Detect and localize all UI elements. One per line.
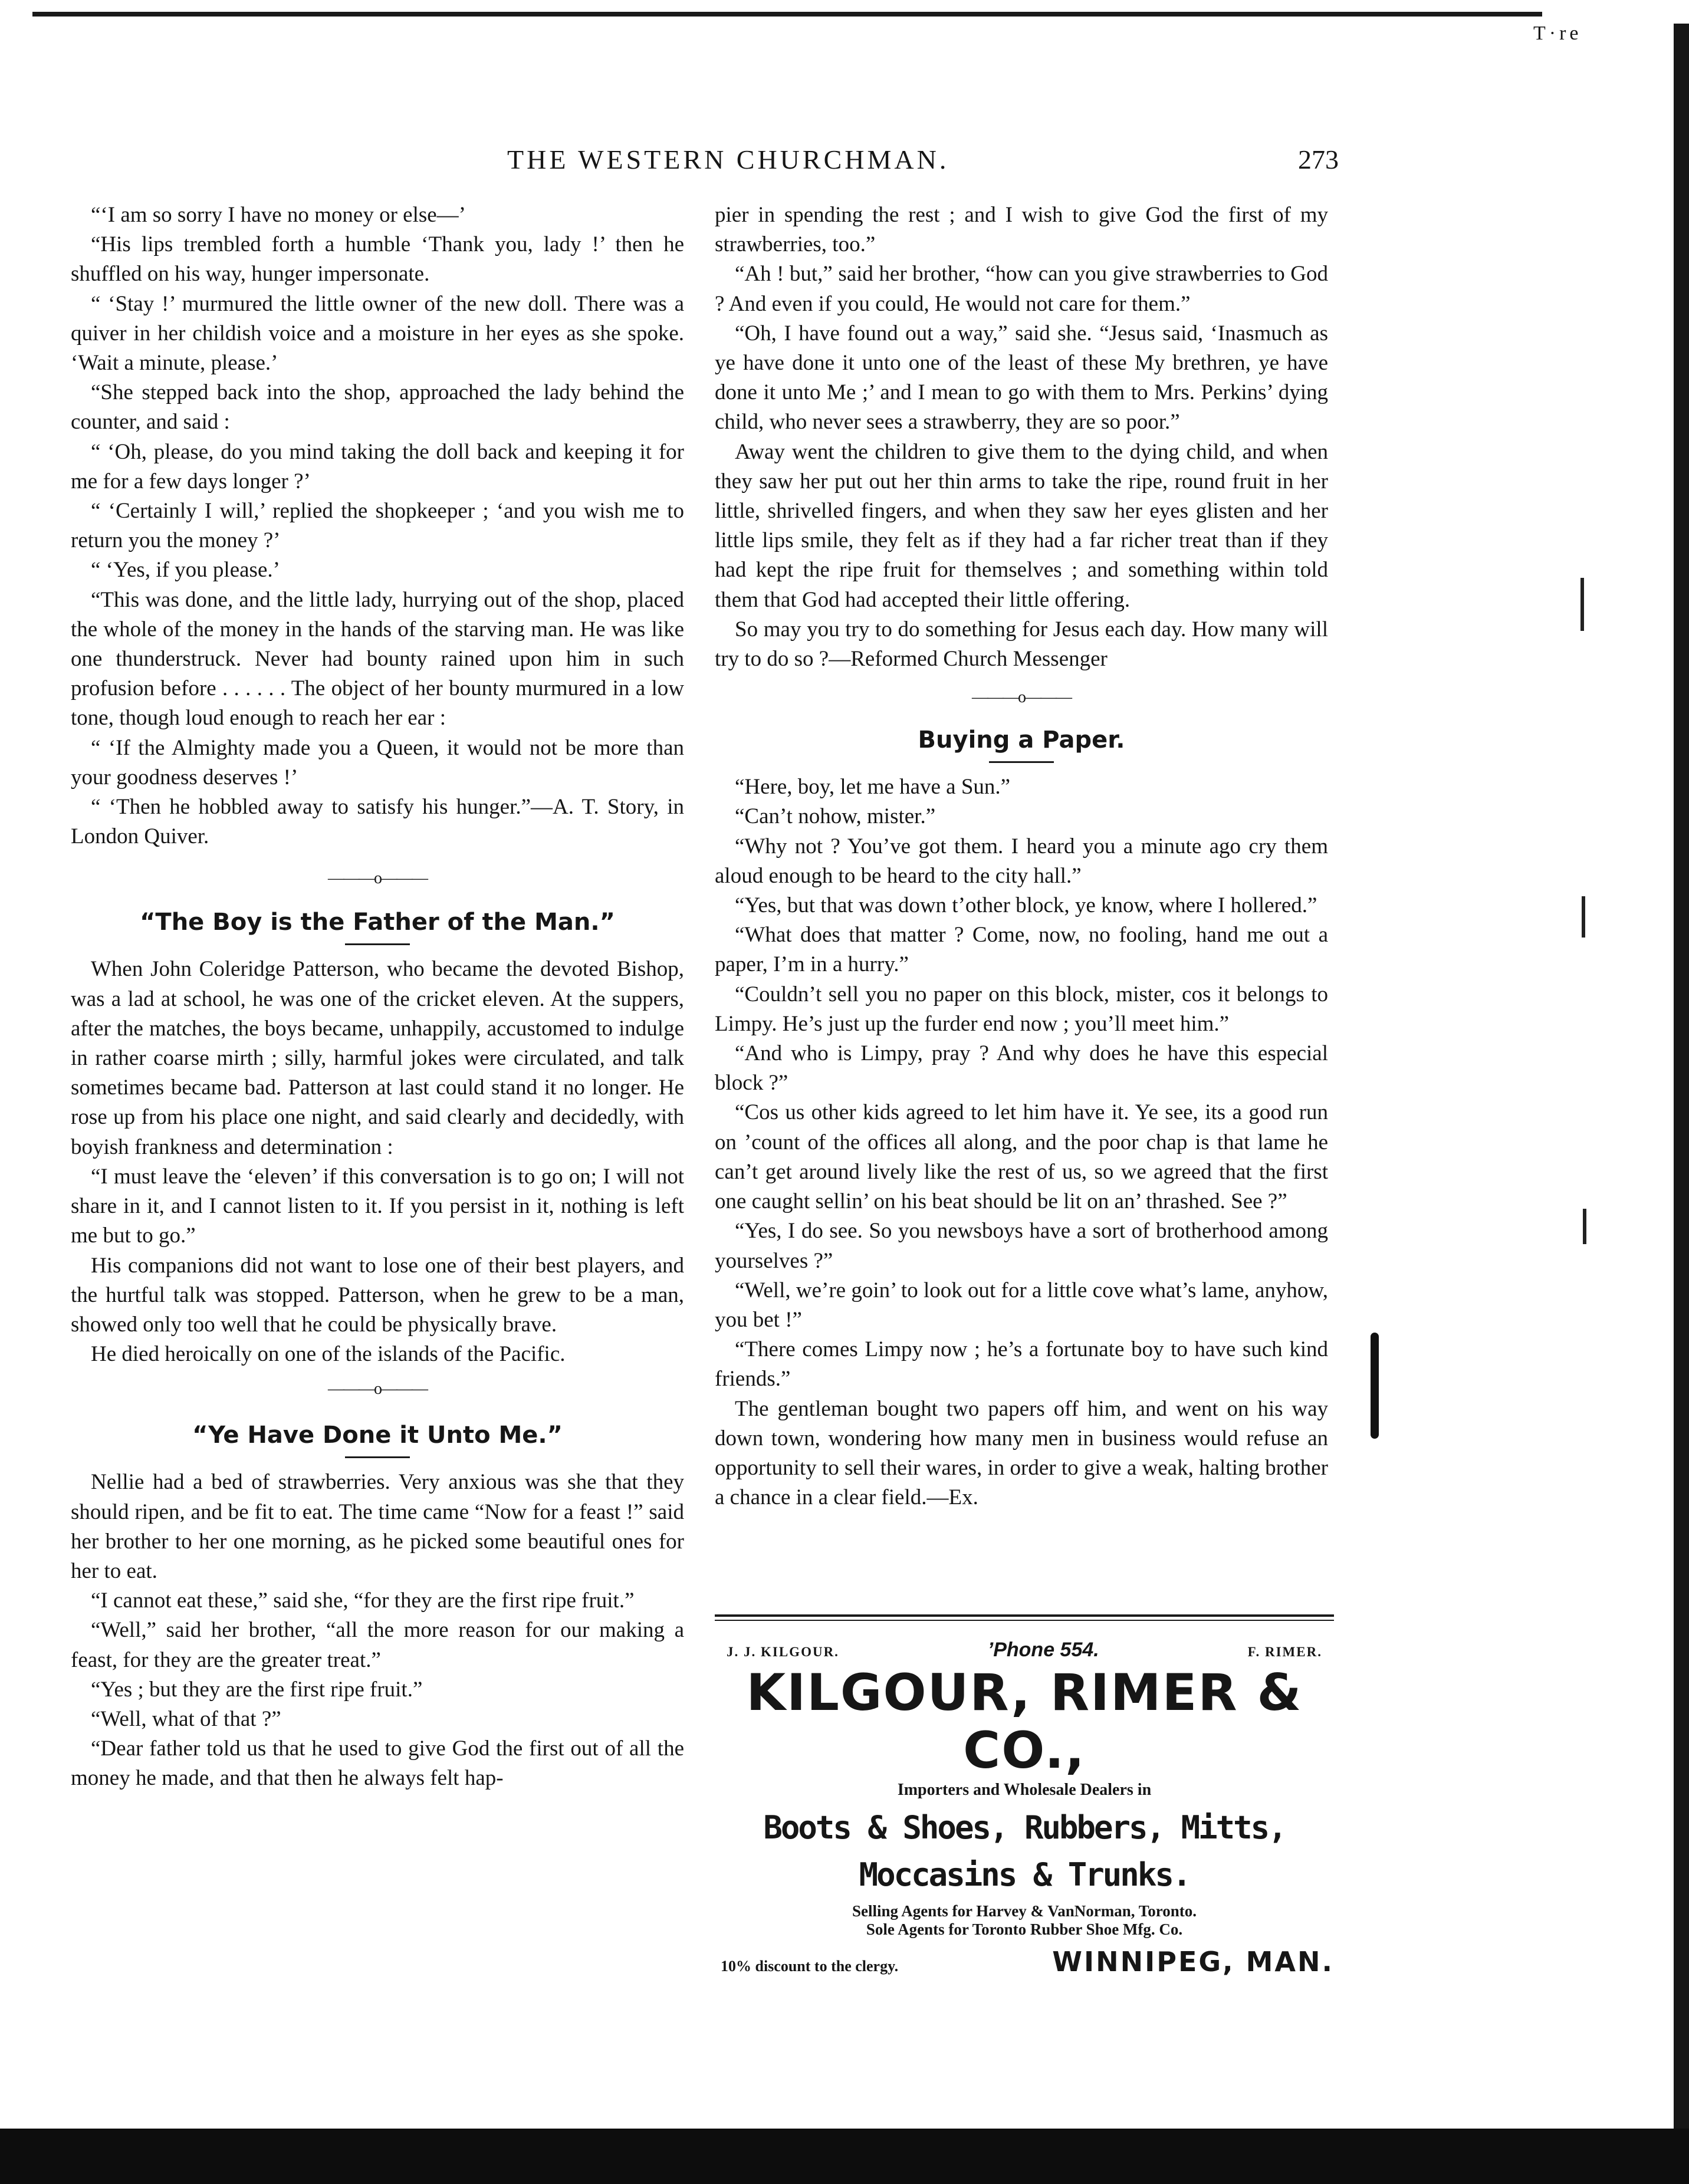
left-column [71, 200, 684, 1794]
paragraph: “ ‘Oh, please, do you mind taking the doll back and keeping it for me for a few days longer ?’ [71, 439, 684, 494]
paragraph: “Dear father told us that he used to give God the first out of all the money he made, and that then he always felt hap- [71, 1736, 684, 1791]
section-divider: ———o——— [328, 869, 427, 888]
ad-rule [715, 1620, 1334, 1621]
ad-goods: Boots & Shoes, Rubbers, Mitts, Moccasins & Trunks. [763, 1809, 1286, 1893]
ad-agent-line: Sole Agents for Toronto Rubber Shoe Mfg. Co. [866, 1920, 1183, 1938]
paragraph: “And who is Limpy, pray ? And why does he have this especial block ?” [715, 1041, 1328, 1096]
article-title: “Ye Have Done it Unto Me.” [192, 1422, 563, 1449]
ad-partner-right: F. RIMER. [1247, 1644, 1322, 1659]
paragraph: “ ‘If the Almighty made you a Queen, it would not be more than your goodness deserves !’ [71, 735, 684, 790]
scan-top-border [32, 12, 1542, 17]
paragraph: “ ‘Stay !’ murmured the little owner of the new doll. There was a quiver in her childish voice and a moisture in her eyes as she spoke. ‘Wait a minute, please.’ [71, 291, 684, 376]
running-title: THE WESTERN CHURCHMAN. [507, 144, 949, 175]
corner-mark: T·re [1533, 22, 1582, 44]
ad-bottom-line [715, 1946, 1334, 1978]
paragraph: “ ‘Then he hobbled away to satisfy his hunger.”—A. T. Story, in London Quiver. [71, 795, 684, 849]
paragraph: “This was done, and the little lady, hurrying out of the shop, placed the whole of the money in the hands of the starving man. He was like one thunderstruck. Never had bounty rained upon him in such profusion before . . . . . . The object of her bounty murmured in a low tone, though loud enough to reach her ear : [71, 587, 684, 731]
ad-phone: ’Phone 554. [987, 1639, 1099, 1661]
paragraph: “What does that matter ? Come, now, no fooling, hand me out a paper, I’m in a hurry.” [715, 923, 1328, 977]
paragraph: “ ‘Yes, if you please.’ [91, 558, 280, 583]
paragraph: “There comes Limpy now ; he’s a fortunate boy to have such kind friends.” [715, 1337, 1328, 1392]
paragraph: “Well, we’re goin’ to look out for a little cove what’s lame, anyhow, you bet !” [715, 1278, 1328, 1332]
ad-company-name: KILGOUR, RIMER & CO., [746, 1663, 1303, 1780]
paragraph: So may you try to do something for Jesus each day. How many will try to do so ?—Reformed Church Messenger [715, 617, 1328, 672]
right-column [715, 200, 1328, 1512]
section-divider: ———o——— [328, 1380, 427, 1399]
paragraph: “Yes ; but they are the first ripe fruit.” [91, 1677, 423, 1702]
paragraph: “Couldn’t sell you no paper on this block, mister, cos it belongs to Limpy. He’s just up the furder end now ; you’ll meet him.” [715, 982, 1328, 1036]
ad-rule [715, 1614, 1334, 1617]
ad-city: WINNIPEG, MAN. [1052, 1946, 1334, 1978]
scan-right-border [1674, 24, 1689, 2129]
paragraph: “Ah ! but,” said her brother, “how can you give strawberries to God ? And even if you could, He would not care for them.” [715, 262, 1328, 316]
title-underline [345, 943, 410, 945]
ad-discount: 10% discount to the clergy. [721, 1958, 899, 1975]
paragraph: “Well,” said her brother, “all the more reason for our making a feast, for they are the greater treat.” [71, 1618, 684, 1672]
paragraph: Nellie had a bed of strawberries. Very anxious was she that they should ripen, and be fit to eat. The time came “Now for a feast !” said her brother to her one morning, as he picked some beautiful ones for her to eat. [71, 1470, 684, 1583]
paragraph: His companions did not want to lose one of their best players, and the hurtful talk was stopped. Patterson, when he grew to be a man, showed only too well that he could be physically brave. [71, 1253, 684, 1337]
scan-bottom-border [0, 2129, 1689, 2184]
paragraph: “Yes, but that was down t’other block, ye know, where I hollered.” [735, 893, 1317, 918]
margin-mark [1580, 578, 1584, 631]
paragraph: pier in spending the rest ; and I wish to give God the first of my strawberries, too.” [715, 203, 1328, 257]
title-underline [989, 761, 1054, 763]
paragraph: “Why not ? You’ve got them. I heard you a minute ago cry them aloud enough to be heard to the city hall.” [715, 834, 1328, 888]
paragraph: He died heroically on one of the islands of the Pacific. [91, 1342, 566, 1367]
margin-mark [1582, 896, 1585, 938]
ad-partner-left: J. J. KILGOUR. [727, 1644, 839, 1659]
paragraph: “Yes, I do see. So you newsboys have a sort of brotherhood among yourselves ?” [715, 1219, 1328, 1273]
section-divider: ———o——— [972, 688, 1071, 707]
paragraph: When John Coleridge Patterson, who became the devoted Bishop, was a lad at school, he was one of the cricket eleven. At the suppers, after the matches, the boys became, unhappily, accustomed to indulge in rather coarse mirth ; silly, harmful jokes were circulated, and talk sometimes became bad. Patterson at last could stand it no longer. He rose up from his place one night, and said clearly and decidedly, with boyish frankness and determination : [71, 957, 684, 1159]
margin-mark [1583, 1209, 1586, 1244]
paragraph: The gentleman bought two papers off him, and went on his way down town, wondering how many men in business would refuse an opportunity to sell their wares, in order to give a weak, halting brother a chance in a clear field.—Ex. [715, 1396, 1328, 1510]
paragraph: “I cannot eat these,” said she, “for they are the first ripe fruit.” [91, 1588, 635, 1613]
page-number: 273 [1298, 144, 1339, 175]
paragraph: “ ‘Certainly I will,’ replied the shopkeeper ; ‘and you wish me to return you the money ?’ [71, 499, 684, 553]
article-title: Buying a Paper. [918, 726, 1125, 754]
ad-tagline: Importers and Wholesale Dealers in [897, 1781, 1152, 1799]
margin-mark [1371, 1333, 1379, 1439]
paragraph: “Here, boy, let me have a Sun.” [735, 775, 1011, 800]
paragraph: “I must leave the ‘eleven’ if this conversation is to go on; I will not share in it, and I cannot listen to it. If you persist in it, nothing is left me but to go.” [71, 1164, 684, 1248]
paragraph: “Oh, I have found out a way,” said she. “Jesus said, ‘Inasmuch as ye have done it unto one of the least of these My brethren, ye have done it unto Me ;’ and I mean to go with them to Mrs. Perkins’ dying child, who never sees a strawberry, they are so poor.” [715, 321, 1328, 435]
paragraph: “She stepped back into the shop, approached the lady behind the counter, and said : [71, 380, 684, 435]
advertisement [715, 1614, 1334, 1992]
paragraph: “‘I am so sorry I have no money or else—’ [91, 203, 466, 227]
page-header [71, 142, 1356, 183]
article-title: “The Boy is the Father of the Man.” [140, 909, 615, 936]
ad-agent-line: Selling Agents for Harvey & VanNorman, Toronto. [852, 1902, 1197, 1920]
paragraph: “Cos us other kids agreed to let him have it. Ye see, its a good run on ’count of the offices all along, and the poor chap is that lame he can’t get around lively like the rest of us, so we agreed that the first one caught sellin’ on his beat should be lit on an’ thrashed. See ?” [715, 1100, 1328, 1214]
paragraph: “Can’t nohow, mister.” [735, 804, 936, 829]
paragraph: “Well, what of that ?” [91, 1706, 281, 1731]
title-underline [345, 1456, 410, 1458]
paragraph: Away went the children to give them to the dying child, and when they saw her put out her thin arms to take the ripe, round fruit in her little, shrivelled fingers, and when they saw her eyes glisten and her little lips smile, they felt as if they had a far richer treat than if they had kept the ripe fruit for themselves ; and something within told them that God had accepted their little offering. [715, 439, 1328, 612]
paragraph: “His lips trembled forth a humble ‘Thank you, lady !’ then he shuffled on his way, hunger impersonate. [71, 232, 684, 287]
ad-top-line [715, 1639, 1334, 1662]
